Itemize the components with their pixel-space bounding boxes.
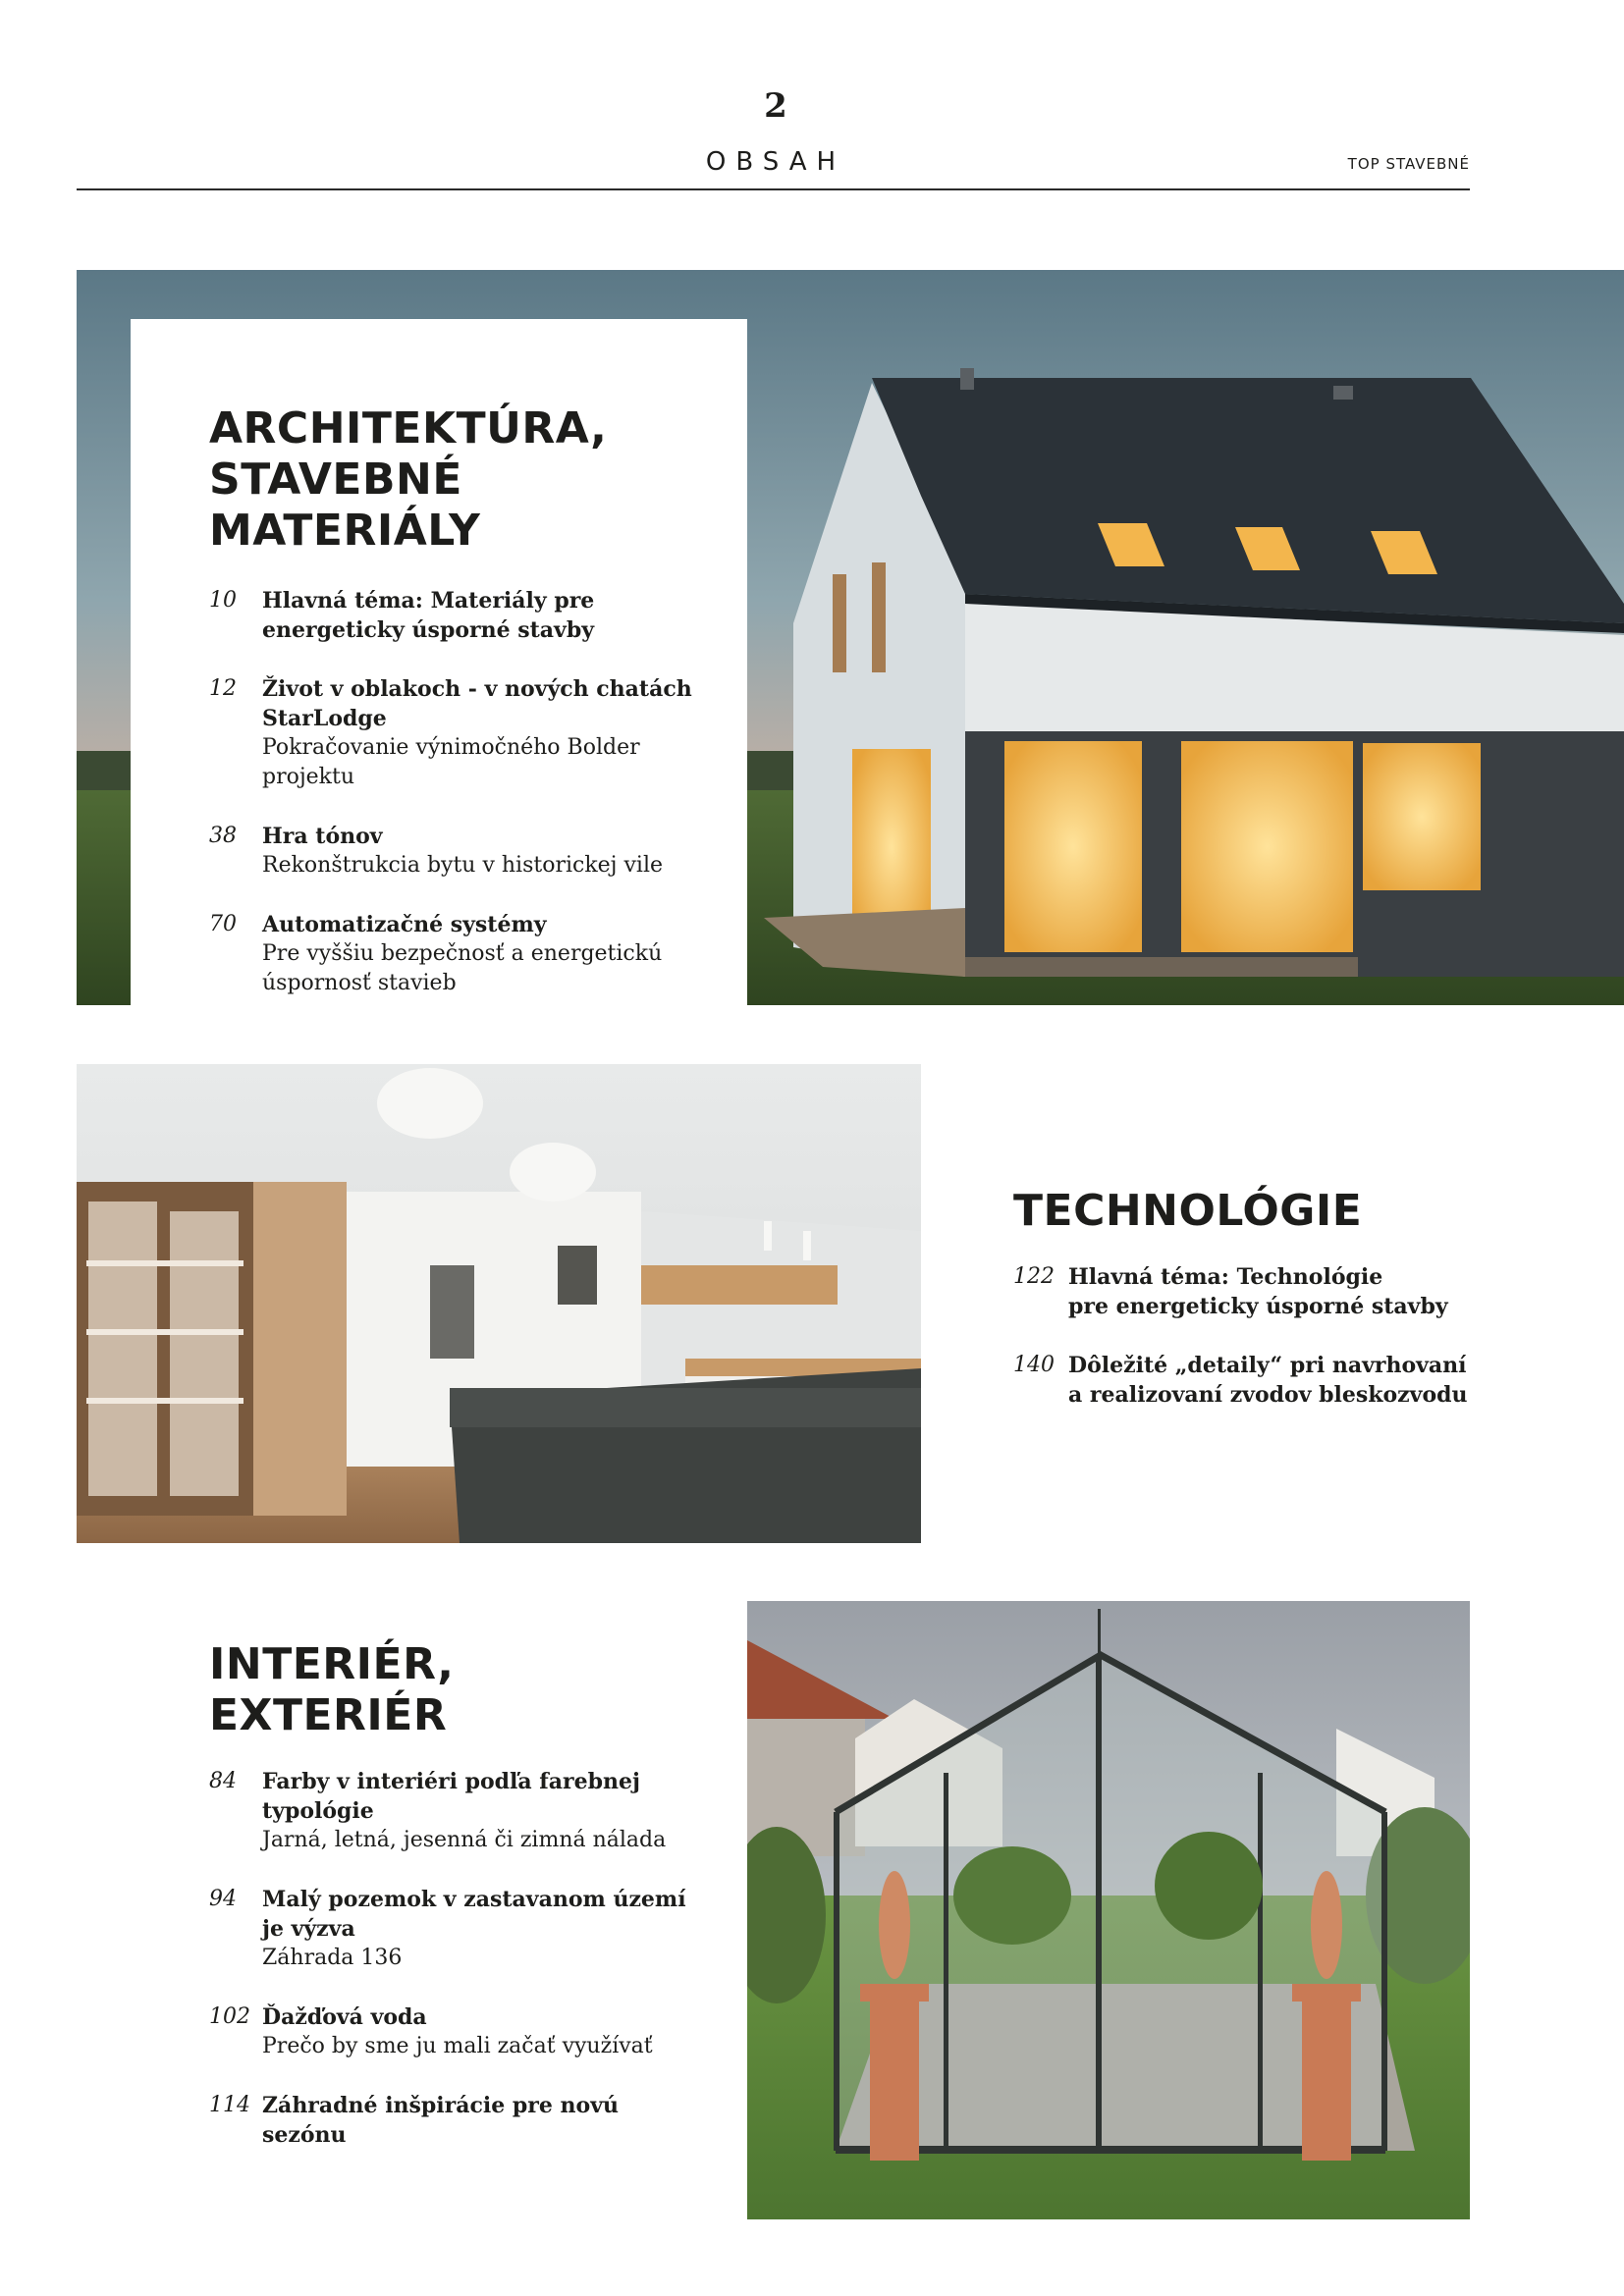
toc-section-technology xyxy=(1013,1186,1563,1421)
toc-entry-title: Hlavná téma: Technológie pre energeticky úsporné stavby xyxy=(1068,1264,1448,1319)
toc-page-number: 140 xyxy=(1013,1353,1055,1377)
section-title: OBSAH xyxy=(705,147,846,177)
section-heading-technology: TECHNOLÓGIE xyxy=(1013,1186,1363,1236)
toc-section-architecture xyxy=(131,319,747,1011)
toc-entry[interactable] xyxy=(209,586,747,645)
toc-entry-title: Život v oblakoch - v nových chatách StarLodge xyxy=(262,676,692,731)
interior-kitchen-photo xyxy=(77,1064,921,1543)
toc-entry[interactable] xyxy=(209,674,747,792)
toc-page-number: 10 xyxy=(209,588,237,613)
toc-page-number: 102 xyxy=(209,2004,250,2029)
toc-entry-title: Hlavná téma: Materiály pre energeticky úsporné stavby xyxy=(262,588,595,643)
header-rule xyxy=(77,188,1470,190)
toc-entry[interactable] xyxy=(209,1885,739,1973)
section-heading-interior: INTERIÉR, EXTERIÉR xyxy=(209,1639,455,1740)
toc-entry-title: Malý pozemok v zastavanom území je výzva xyxy=(262,1887,686,1942)
toc-page-number: 84 xyxy=(209,1769,237,1793)
toc-page-number: 122 xyxy=(1013,1264,1055,1289)
toc-entry[interactable] xyxy=(1013,1351,1563,1410)
toc-page-number: 38 xyxy=(209,824,237,848)
toc-entry-title: Farby v interiéri podľa farebnej typológie xyxy=(262,1769,640,1824)
toc-entry-subtitle: Záhrada 136 xyxy=(262,1946,403,1970)
toc-entry[interactable] xyxy=(209,910,747,998)
page-number: 2 xyxy=(764,86,787,126)
toc-entry-title: Dôležité „detaily“ pri navrhovaní a realizovaní zvodov bleskozvodu xyxy=(1068,1353,1468,1408)
magazine-name: TOP STAVEBNÉ xyxy=(1347,155,1470,173)
toc-entry-title: Hra tónov xyxy=(262,824,383,849)
toc-entry-subtitle: Pre vyššiu bezpečnosť a energetickú úspornosť stavieb xyxy=(262,941,663,995)
toc-entry[interactable] xyxy=(209,2002,739,2061)
toc-page-number: 94 xyxy=(209,1887,237,1911)
toc-page-number: 70 xyxy=(209,912,237,936)
toc-entry-subtitle: Jarná, letná, jesenná či zimná nálada xyxy=(262,1828,667,1852)
greenhouse-photo xyxy=(747,1601,1470,2219)
toc-entry-subtitle: Rekonštrukcia bytu v historickej vile xyxy=(262,853,664,878)
toc-entry[interactable] xyxy=(209,822,747,881)
toc-entry-title: Automatizačné systémy xyxy=(262,912,547,937)
toc-page-number: 12 xyxy=(209,676,237,701)
section-heading-architecture: ARCHITEKTÚRA, STAVEBNÉ MATERIÁLY xyxy=(209,403,608,556)
toc-entry[interactable] xyxy=(1013,1262,1563,1321)
toc-page-number: 114 xyxy=(209,2093,250,2117)
toc-entry[interactable] xyxy=(209,2091,739,2150)
toc-entry[interactable] xyxy=(209,1767,739,1855)
toc-entry-title: Ďažďová voda xyxy=(262,2004,427,2030)
toc-entry-subtitle: Pokračovanie výnimočného Bolder projektu xyxy=(262,735,640,789)
toc-section-interior xyxy=(209,1639,739,2169)
toc-entry-subtitle: Prečo by sme ju mali začať využívať xyxy=(262,2034,653,2058)
toc-entry-title: Záhradné inšpirácie pre novú sezónu xyxy=(262,2093,619,2148)
